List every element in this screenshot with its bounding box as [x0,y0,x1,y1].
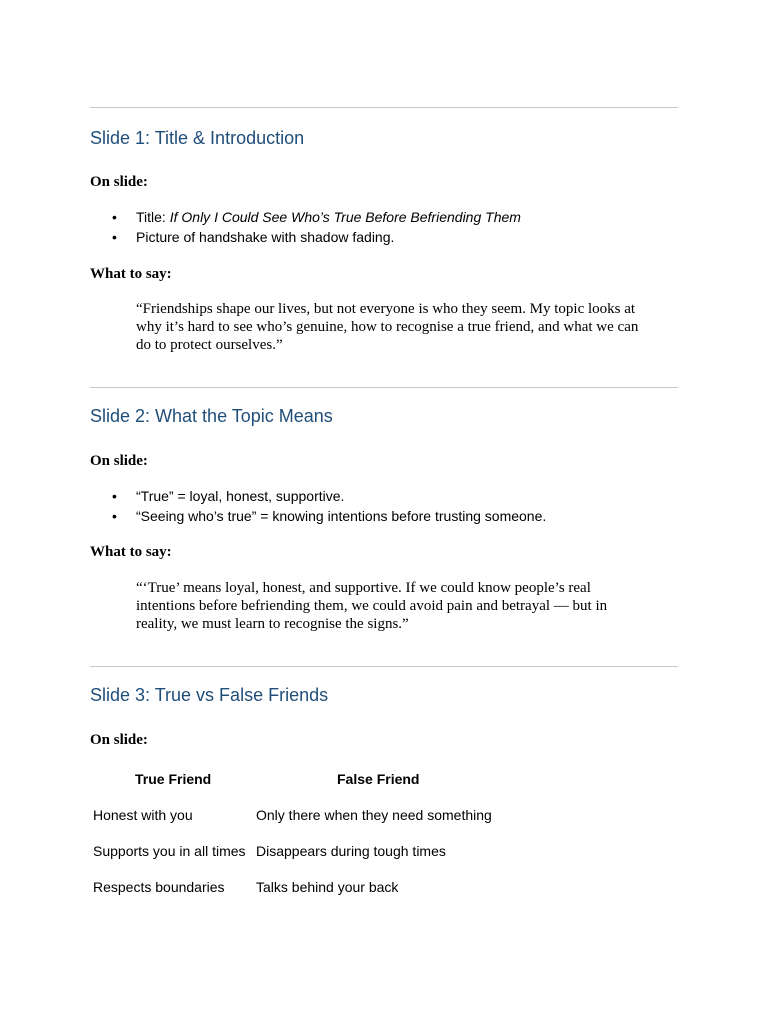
bullet-text: Picture of handshake with shadow fading. [136,229,395,245]
table-cell: Respects boundaries [93,879,225,895]
slide2-quote: “‘True’ means loyal, honest, and supportive. If we could know people’s real intentions before befriending them, we could avoid pain and betrayal — but in reality, we must learn to recognise the signs.” [136,580,608,632]
slide2-bullet-list [90,486,546,526]
section-divider [90,666,678,667]
table-header-true-friend: True Friend [135,771,212,787]
slide1-quote: “Friendships shape our lives, but not everyone is who they seem. My topic looks at why it’s hard to see who’s genuine, how to recognise a true friend, and what we can do to protect ourselves.” [136,301,639,353]
slide2-heading: Slide 2: What the Topic Means [90,406,333,426]
slide3-heading: Slide 3: True vs False Friends [90,685,329,705]
list-item [90,207,521,227]
table-header-false-friend: False Friend [337,771,420,787]
slide2-on-slide-label: On slide: [90,453,148,469]
table-cell: Honest with you [93,807,193,823]
section-divider [90,387,678,388]
list-item [90,506,546,526]
slide2-what-to-say-label: What to say: [90,544,172,560]
bullet-glyph: • [112,229,117,245]
table-cell: Disappears during tough times [256,843,446,859]
title-prefix: Title: [136,209,170,225]
slide1-what-to-say-label: What to say: [90,266,172,282]
list-item [90,486,546,506]
table-cell: Only there when they need something [256,807,492,823]
slide1-bullet-list [90,207,521,247]
list-item [90,227,521,247]
slide1-heading: Slide 1: Title & Introduction [90,128,305,148]
bullet-glyph: • [112,209,117,225]
bullet-text: “True” = loyal, honest, supportive. [136,488,345,504]
slide1-on-slide-label: On slide: [90,174,148,190]
bullet-text: “Seeing who’s true” = knowing intentions before trusting someone. [136,508,547,524]
table-cell: Talks behind your back [256,879,399,895]
slide3-on-slide-label: On slide: [90,732,148,748]
table-cell: Supports you in all times [93,843,246,859]
bullet-glyph: • [112,488,117,504]
section-divider [90,107,678,108]
bullet-glyph: • [112,508,117,524]
presentation-title: If Only I Could See Who’s True Before Befriending Them [169,209,521,225]
